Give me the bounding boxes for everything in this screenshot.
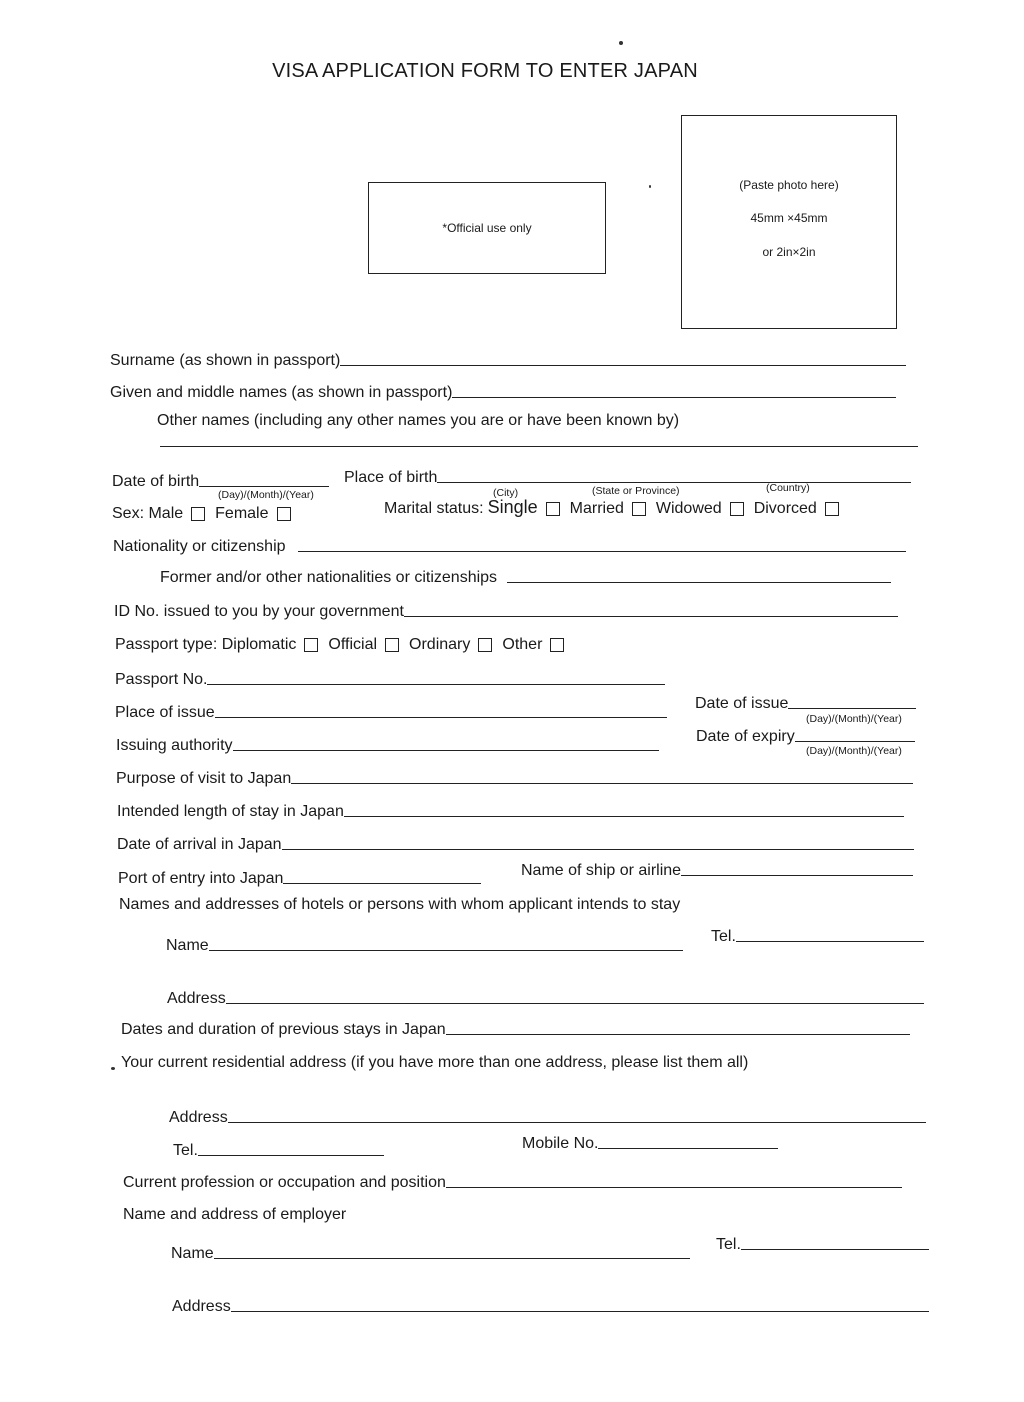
sex-label: Sex: Male: [112, 505, 184, 522]
ship-airline-field[interactable]: [681, 875, 913, 876]
female-checkbox[interactable]: [277, 507, 291, 521]
profession-label: Current profession or occupation and position: [123, 1174, 446, 1191]
id-number-field[interactable]: [404, 616, 898, 617]
single-checkbox[interactable]: [546, 502, 560, 516]
hotels-heading: Names and addresses of hotels or persons with whom applicant intends to stay: [119, 896, 681, 913]
passport-number-label: Passport No.: [115, 671, 208, 688]
divorced-label: Divorced: [753, 500, 817, 517]
widowed-checkbox[interactable]: [730, 502, 744, 516]
passport-type-label: Passport type: Diplomatic: [115, 636, 297, 653]
scan-speck: [649, 185, 651, 188]
ordinary-label: Ordinary: [409, 636, 471, 653]
former-nationality-label: Former and/or other nationalities or citizenships: [160, 569, 498, 586]
length-of-stay-label: Intended length of stay in Japan: [117, 803, 344, 820]
other-label: Other: [502, 636, 543, 653]
place-of-issue-label: Place of issue: [115, 704, 215, 721]
single-label: Single: [487, 497, 538, 517]
photo-size-in: or 2in×2in: [762, 245, 816, 259]
residential-address-label: Address: [169, 1109, 228, 1126]
previous-stays-label: Dates and duration of previous stays in Japan: [121, 1021, 446, 1038]
hotel-tel-label: Tel.: [711, 928, 736, 945]
issue-date-hint: (Day)/(Month)/(Year): [806, 713, 902, 725]
hotel-name-label: Name: [166, 937, 209, 954]
issuing-authority-label: Issuing authority: [116, 737, 233, 754]
employer-address-label: Address: [172, 1298, 231, 1315]
pob-city-hint: (City): [493, 487, 519, 499]
issuing-authority-field[interactable]: [233, 750, 659, 751]
employer-address-field[interactable]: [231, 1311, 929, 1312]
official-use-box: [368, 182, 606, 274]
pob-state-hint: (State or Province): [592, 485, 680, 497]
employer-heading: Name and address of employer: [123, 1206, 347, 1223]
ship-airline-label: Name of ship or airline: [521, 862, 682, 879]
place-of-issue-field[interactable]: [215, 717, 667, 718]
photo-size-mm: 45mm ×45mm: [750, 211, 828, 225]
date-of-issue-field[interactable]: [788, 708, 916, 709]
id-number-label: ID No. issued to you by your government: [114, 603, 404, 620]
residential-tel-label: Tel.: [173, 1142, 198, 1159]
date-of-birth-label: Date of birth: [112, 473, 200, 490]
nationality-field[interactable]: [298, 551, 906, 552]
expiry-date-hint: (Day)/(Month)/(Year): [806, 745, 902, 757]
date-of-issue-label: Date of issue: [695, 695, 789, 712]
hotel-name-field[interactable]: [209, 950, 683, 951]
official-use-label: *Official use only: [442, 221, 532, 235]
employer-tel-field[interactable]: [741, 1249, 929, 1250]
employer-tel-label: Tel.: [716, 1236, 741, 1253]
photo-box[interactable]: [681, 115, 897, 329]
employer-name-label: Name: [171, 1245, 214, 1262]
residential-address-field[interactable]: [228, 1122, 926, 1123]
purpose-label: Purpose of visit to Japan: [116, 770, 292, 787]
employer-name-field[interactable]: [214, 1258, 690, 1259]
given-names-field[interactable]: [452, 397, 896, 398]
married-label: Married: [569, 500, 624, 517]
pob-country-hint: (Country): [766, 482, 810, 494]
date-of-expiry-field[interactable]: [795, 741, 915, 742]
surname-field[interactable]: [340, 365, 906, 366]
place-of-birth-field[interactable]: [437, 482, 911, 483]
dob-format-hint: (Day)/(Month)/(Year): [218, 489, 314, 501]
scan-speck: [619, 41, 623, 45]
diplomatic-checkbox[interactable]: [304, 638, 318, 652]
passport-number-field[interactable]: [207, 684, 665, 685]
profession-field[interactable]: [446, 1187, 902, 1188]
date-of-arrival-label: Date of arrival in Japan: [117, 836, 282, 853]
other-names-label: Other names (including any other names you are or have been known by): [157, 412, 680, 429]
date-of-arrival-field[interactable]: [282, 849, 914, 850]
bullet-mark: [111, 1067, 115, 1070]
purpose-field[interactable]: [291, 783, 913, 784]
hotel-tel-field[interactable]: [736, 941, 924, 942]
hotel-address-label: Address: [167, 990, 226, 1007]
nationality-label: Nationality or citizenship: [113, 538, 286, 555]
given-names-label: Given and middle names (as shown in passport): [110, 384, 453, 401]
hotel-address-field[interactable]: [226, 1003, 924, 1004]
other-checkbox[interactable]: [550, 638, 564, 652]
port-of-entry-field[interactable]: [283, 883, 481, 884]
mobile-number-field[interactable]: [598, 1148, 778, 1149]
widowed-label: Widowed: [655, 500, 722, 517]
mobile-number-label: Mobile No.: [522, 1135, 599, 1152]
former-nationality-field[interactable]: [507, 582, 891, 583]
official-checkbox[interactable]: [385, 638, 399, 652]
male-checkbox[interactable]: [191, 507, 205, 521]
ordinary-checkbox[interactable]: [478, 638, 492, 652]
port-of-entry-label: Port of entry into Japan: [118, 870, 284, 887]
surname-label: Surname (as shown in passport): [110, 352, 341, 369]
place-of-birth-label: Place of birth: [344, 469, 438, 486]
divorced-checkbox[interactable]: [825, 502, 839, 516]
date-of-expiry-label: Date of expiry: [696, 728, 795, 745]
previous-stays-field[interactable]: [446, 1034, 910, 1035]
form-title: VISA APPLICATION FORM TO ENTER JAPAN: [272, 60, 698, 82]
official-label: Official: [328, 636, 378, 653]
residential-tel-field[interactable]: [198, 1155, 384, 1156]
photo-instruction: (Paste photo here): [739, 178, 839, 192]
female-label: Female: [215, 505, 269, 522]
married-checkbox[interactable]: [632, 502, 646, 516]
length-of-stay-field[interactable]: [344, 816, 904, 817]
date-of-birth-field[interactable]: [199, 486, 329, 487]
marital-status-label: Marital status:: [384, 500, 484, 517]
residential-heading: Your current residential address (if you have more than one address, please list them all): [121, 1054, 749, 1071]
other-names-field[interactable]: [160, 446, 918, 447]
